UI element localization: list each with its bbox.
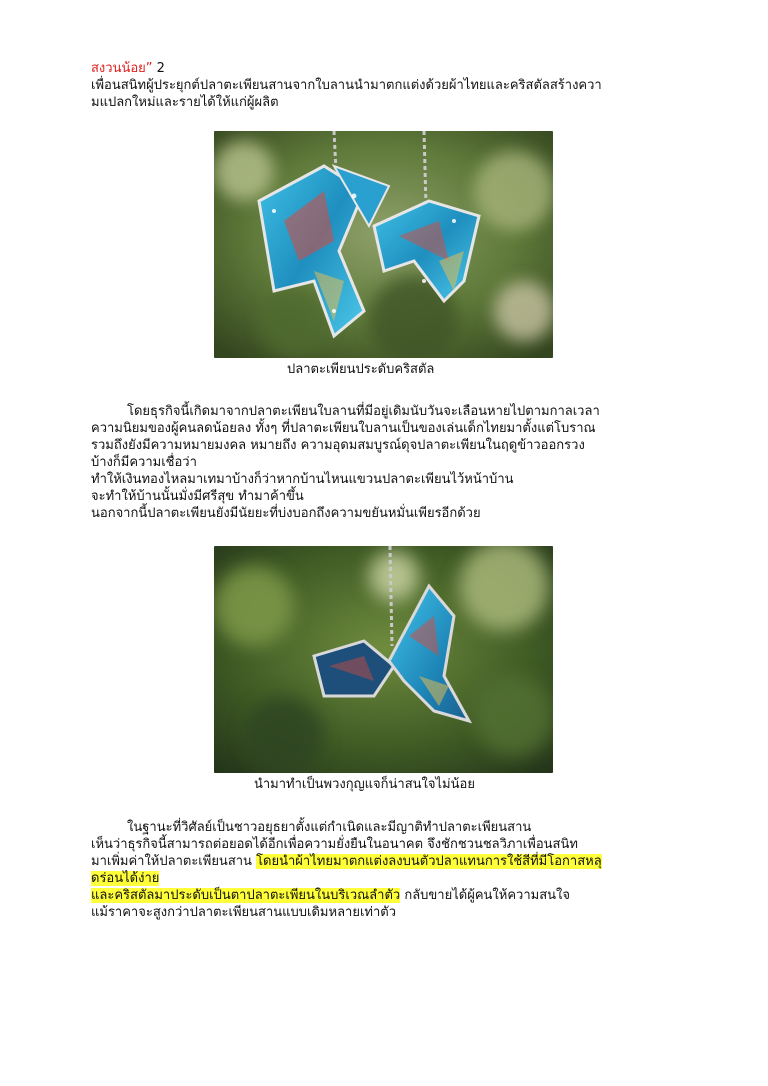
- para2-highlight-1: โดยนำผ้าไทยมาตกแต่งลงบนตัวปลาแทนการใช้สีที่มีโอกาสหลุ: [256, 854, 602, 869]
- photo-keychain-fish: [214, 546, 553, 773]
- para2-line-6: แม้ราคาจะสูงกว่าปลาตะเพียนสานแบบเดิมหลายเท่าตัว: [91, 905, 397, 920]
- para2-line-1: ในฐานะที่วิศัลย์เป็นชาวอยุธยาตั้งแต่กำเนิดและมีญาติทำปลาตะเพียนสาน: [127, 820, 532, 835]
- document-header: [91, 60, 691, 111]
- para2-line-5-plain: กลับขายได้ผู้คนให้ความสนใจ: [400, 888, 570, 903]
- photo-crystal-fish: [214, 131, 553, 358]
- para1-line-4: บ้างก็มีความเชื่อว่า: [91, 455, 197, 470]
- photo1-caption: ปลาตะเพียนประดับคริสตัล: [287, 362, 435, 377]
- title-red-text: สงวนน้อย”: [91, 61, 153, 76]
- para2-line-5: [91, 887, 691, 904]
- intro-line-2: มแปลกใหม่และรายได้ให้แก่ผู้ผลิต: [91, 95, 279, 110]
- para1-line-3: รวมถึงยังมีความหมายมงคล หมายถึง ความอุดมสมบูรณ์ดุจปลาตะเพียนในฤดูข้าวออกรวง: [91, 438, 585, 453]
- intro-line-1: เพื่อนสนิทผู้ประยุกต์ปลาตะเพียนสานจากใบลานนำมาตกแต่งด้วยผ้าไทยและคริสตัลสร้างควา: [91, 78, 602, 93]
- title-number: 2: [152, 61, 165, 76]
- para2-highlight-3: และคริสตัลมาประดับเป็นตาปลาตะเพียนในบริเวณลำตัว: [91, 888, 401, 903]
- para1-line-5: ทำให้เงินทองไหลมาเทมาบ้างก็ว่าหากบ้านไหนแขวนปลาตะเพียนไว้หน้าบ้าน: [91, 472, 514, 487]
- paragraph-1: [91, 403, 691, 522]
- para1-line-7: นอกจากนี้ปลาตะเพียนยังมีนัยยะที่บ่งบอกถึงความขยันหมั่นเพียรอีกด้วย: [91, 506, 481, 521]
- para2-line-3: [91, 853, 691, 870]
- keychain-fish-image: [214, 546, 553, 773]
- crystal-fish-image: [214, 131, 553, 358]
- section-title: [91, 60, 691, 77]
- para2-line-2: เห็นว่าธุรกิจนี้สามารถต่อยอดได้อีกเพื่อความยั่งยืนในอนาคต จึงชักชวนชลวิภาเพื่อนสนิท: [91, 837, 578, 852]
- para1-line-6: จะทำให้บ้านนั้นมั่งมีศรีสุข ทำมาค้าขึ้น: [91, 489, 304, 504]
- photo2-caption: นำมาทำเป็นพวงกุญแจก็น่าสนใจไม่น้อย: [254, 777, 475, 792]
- paragraph-2: [91, 819, 691, 921]
- para2-highlight-2: ดร่อนได้ง่าย: [91, 871, 160, 886]
- para1-line-2: ความนิยมของผู้คนลดน้อยลง ทั้งๆ ที่ปลาตะเพียนใบลานเป็นของเล่นเด็กไทยมาตั้งแต่โบราณ: [91, 421, 596, 436]
- para1-line-1: โดยธุรกิจนี้เกิดมาจากปลาตะเพียนใบลานที่มีอยู่เดิมนับวันจะเลือนหายไปตามกาลเวลา: [127, 404, 600, 419]
- para2-line-3-plain: มาเพิ่มค่าให้ปลาตะเพียนสาน: [91, 854, 257, 869]
- para2-line-4: [91, 870, 691, 887]
